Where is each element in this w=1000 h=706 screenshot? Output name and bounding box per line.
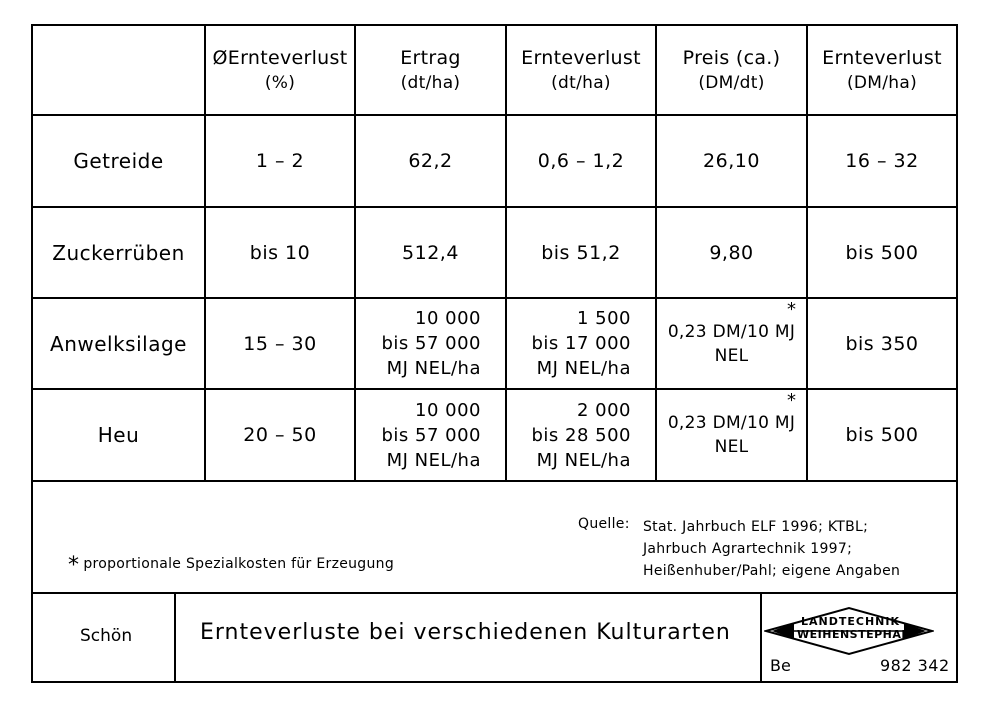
row-divider xyxy=(31,480,958,482)
cell-ertrag: 10 000 bis 57 000 MJ NEL/ha xyxy=(381,399,481,471)
cell-verlust-dt: bis 51,2 xyxy=(541,241,621,264)
row-label-getreide: Getreide xyxy=(73,149,164,173)
cell-verlust-dt: 1 500 bis 17 000 MJ NEL/ha xyxy=(531,308,631,379)
source-label: Quelle: xyxy=(578,516,630,532)
header-preis: Preis (ca.) (DM/dt) xyxy=(682,47,781,93)
cell-verlust-pct: 15 – 30 xyxy=(243,332,317,355)
logo-line1: LANDTECHNIK xyxy=(801,615,900,628)
cell-preis: * 0,23 DM/10 MJ NEL xyxy=(667,390,796,457)
row-label-anwelksilage: Anwelksilage xyxy=(50,331,187,356)
logo-line2: WEIHENSTEPHAN xyxy=(797,628,912,641)
footnote-marker: * xyxy=(787,299,796,320)
cell-ertrag: 62,2 xyxy=(408,150,453,172)
cell-verlust-dt: 0,6 – 1,2 xyxy=(537,150,625,172)
cell-preis: 26,10 xyxy=(703,150,760,172)
row-divider xyxy=(31,592,958,594)
footnote-marker: * xyxy=(787,390,796,411)
footnote: * proportionale Spezialkosten für Erzeugung xyxy=(68,553,395,578)
cell-verlust-dm: bis 500 xyxy=(845,241,919,264)
cell-verlust-dm: bis 500 xyxy=(845,424,919,446)
document-title: Ernteverluste bei verschiedenen Kulturarten xyxy=(200,620,731,645)
drawer-initials: Be xyxy=(770,656,791,675)
cell-verlust-pct: 1 – 2 xyxy=(255,150,305,172)
header-verlust-pct: ØErnteverlust (%) xyxy=(212,47,348,93)
titleblock-divider xyxy=(760,592,762,683)
header-verlust-dm: Ernteverlust (DM/ha) xyxy=(822,47,942,93)
cell-preis: 9,80 xyxy=(709,241,754,264)
footnote-star: * xyxy=(68,553,80,578)
cell-verlust-dt: 2 000 bis 28 500 MJ NEL/ha xyxy=(531,399,631,471)
cell-preis: * 0,23 DM/10 MJ NEL xyxy=(667,299,796,366)
cell-verlust-pct: bis 10 xyxy=(249,241,311,264)
document-number: 982 342 xyxy=(880,656,950,675)
row-label-zuckerrueben: Zuckerrüben xyxy=(52,240,185,265)
cell-verlust-dm: bis 350 xyxy=(845,332,919,355)
row-label-heu: Heu xyxy=(97,423,140,447)
cell-ertrag: 512,4 xyxy=(402,241,459,264)
source-text: Stat. Jahrbuch ELF 1996; KTBL; Jahrbuch Agrartechnik 1997; Heißenhuber/Pahl; eigene Angaben xyxy=(643,519,901,579)
header-ertrag: Ertrag (dt/ha) xyxy=(400,47,461,93)
titleblock-divider xyxy=(174,592,176,683)
cell-ertrag: 10 000 bis 57 000 MJ NEL/ha xyxy=(381,308,481,379)
cell-verlust-dm: 16 – 32 xyxy=(845,150,919,172)
cell-verlust-pct: 20 – 50 xyxy=(243,424,317,446)
author: Schön xyxy=(80,626,133,646)
header-verlust-dt: Ernteverlust (dt/ha) xyxy=(521,47,641,93)
